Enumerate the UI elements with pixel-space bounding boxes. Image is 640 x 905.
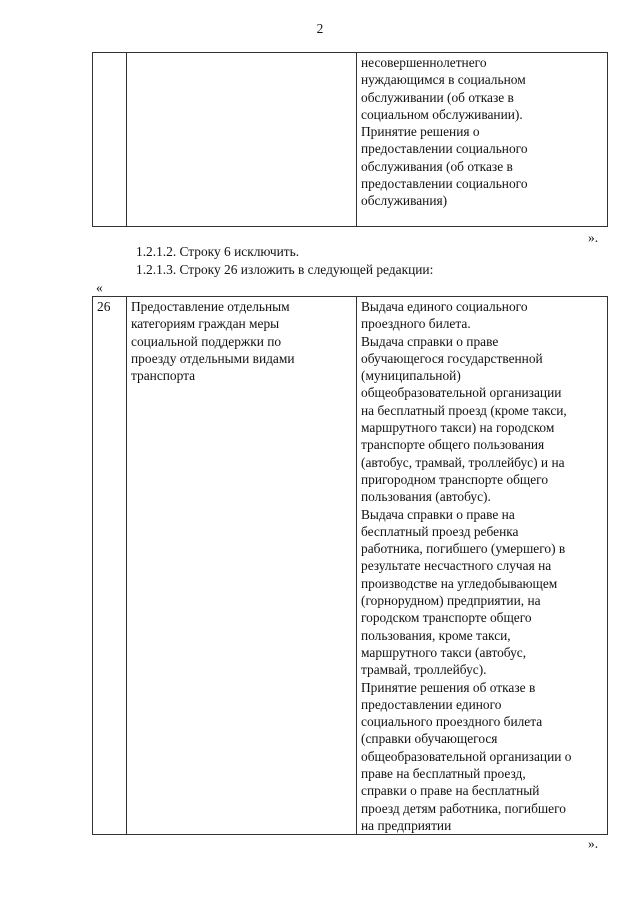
cell-text-line: Выдача единого социального	[361, 299, 528, 314]
paragraph-edit-row: 1.2.1.3. Строку 26 изложить в следующей редакции:	[136, 262, 434, 277]
table-row	[93, 53, 608, 227]
cell-text-line: предоставлении социального	[361, 141, 528, 157]
service-result-cell	[357, 297, 608, 835]
cell-text-line: результате несчастного случая на	[361, 558, 552, 574]
cell-text-line: обучающегося государственной	[361, 350, 543, 366]
cell-text-line: предоставлении социального	[361, 176, 528, 192]
cell-text-line: (автобус, трамвай, троллейбус) и на	[361, 454, 565, 470]
cell-text-line: (справки обучающегося	[361, 731, 498, 747]
opening-quote: «	[96, 280, 103, 295]
top-table-service-cell	[127, 53, 357, 227]
main-table	[92, 296, 608, 835]
cell-text-line: проездного билета.	[361, 316, 471, 332]
cell-text-line: работника, погибшего (умершего) в	[361, 541, 566, 557]
cell-text-line: нуждающимся в социальном	[361, 72, 526, 88]
cell-text-line: Принятие решения об отказе в	[361, 679, 536, 695]
cell-text-line: городском транспорте общего	[361, 610, 532, 626]
cell-text-line: общеобразовательной организации	[361, 385, 562, 401]
cell-text-line: пользования (автобус).	[361, 489, 491, 505]
table-row	[93, 297, 608, 835]
page-number: 2	[316, 21, 324, 36]
cell-text-line: несовершеннолетнего	[361, 55, 487, 70]
top-table-result-cell	[357, 53, 608, 227]
cell-text-line: Выдача справки о праве	[361, 333, 499, 349]
cell-text-line: (муниципальной)	[361, 368, 461, 384]
cell-text-line: праве на бесплатный проезд,	[361, 766, 526, 782]
cell-text-line: категориям граждан меры	[131, 316, 280, 332]
closing-quote: ».	[588, 230, 599, 245]
cell-text-line: транспорте общего пользования	[361, 437, 545, 453]
cell-text-line: пригородном транспорте общего	[361, 471, 549, 487]
cell-text-line: обслуживании (об отказе в	[361, 89, 514, 105]
cell-text-line: Принятие решения о	[361, 124, 480, 140]
cell-text-line: Предоставление отдельным	[131, 299, 290, 314]
cell-text-line: обслуживания (об отказе в	[361, 158, 513, 174]
cell-text-line: предоставлении единого	[361, 696, 502, 712]
cell-text-line: Выдача справки о праве на	[361, 506, 515, 522]
cell-text-line: социальном обслуживании).	[361, 106, 523, 122]
cell-text-line: социального проездного билета	[361, 714, 543, 730]
cell-text-line: проезду отдельными видами	[131, 350, 295, 366]
cell-text-line: производстве на угледобывающем	[361, 575, 558, 591]
cell-text-line: трамвай, троллейбус).	[361, 662, 487, 678]
cell-text-line: пользования, кроме такси,	[361, 627, 511, 643]
cell-text-line: социальной поддержки по	[131, 333, 282, 349]
cell-text-line: маршрутного такси) на городском	[361, 420, 555, 436]
cell-text-line: бесплатный проезд ребенка	[361, 523, 519, 539]
cell-text-line: проезд детям работника, погибшего	[361, 800, 566, 816]
paragraph-delete-row: 1.2.1.2. Строку 6 исключить.	[136, 244, 300, 259]
cell-text-line: общеобразовательной организации о	[361, 748, 572, 764]
cell-text-line: маршрутного такси (автобус,	[361, 644, 527, 660]
cell-text-line: на предприятии	[361, 817, 452, 833]
top-table-fragment	[92, 52, 608, 227]
closing-quote: ».	[588, 836, 599, 851]
cell-text-line: (горнорудном) предприятии, на	[361, 593, 541, 609]
cell-text-line: обслуживания)	[361, 193, 448, 209]
cell-text-line: на бесплатный проезд (кроме такси,	[361, 402, 567, 418]
cell-text-line: справки о праве на бесплатный	[361, 783, 540, 799]
cell-text-line: транспорта	[131, 368, 196, 384]
top-table-number-cell	[93, 53, 127, 227]
service-name-cell	[127, 297, 357, 835]
row-number-cell: 26	[93, 297, 127, 835]
